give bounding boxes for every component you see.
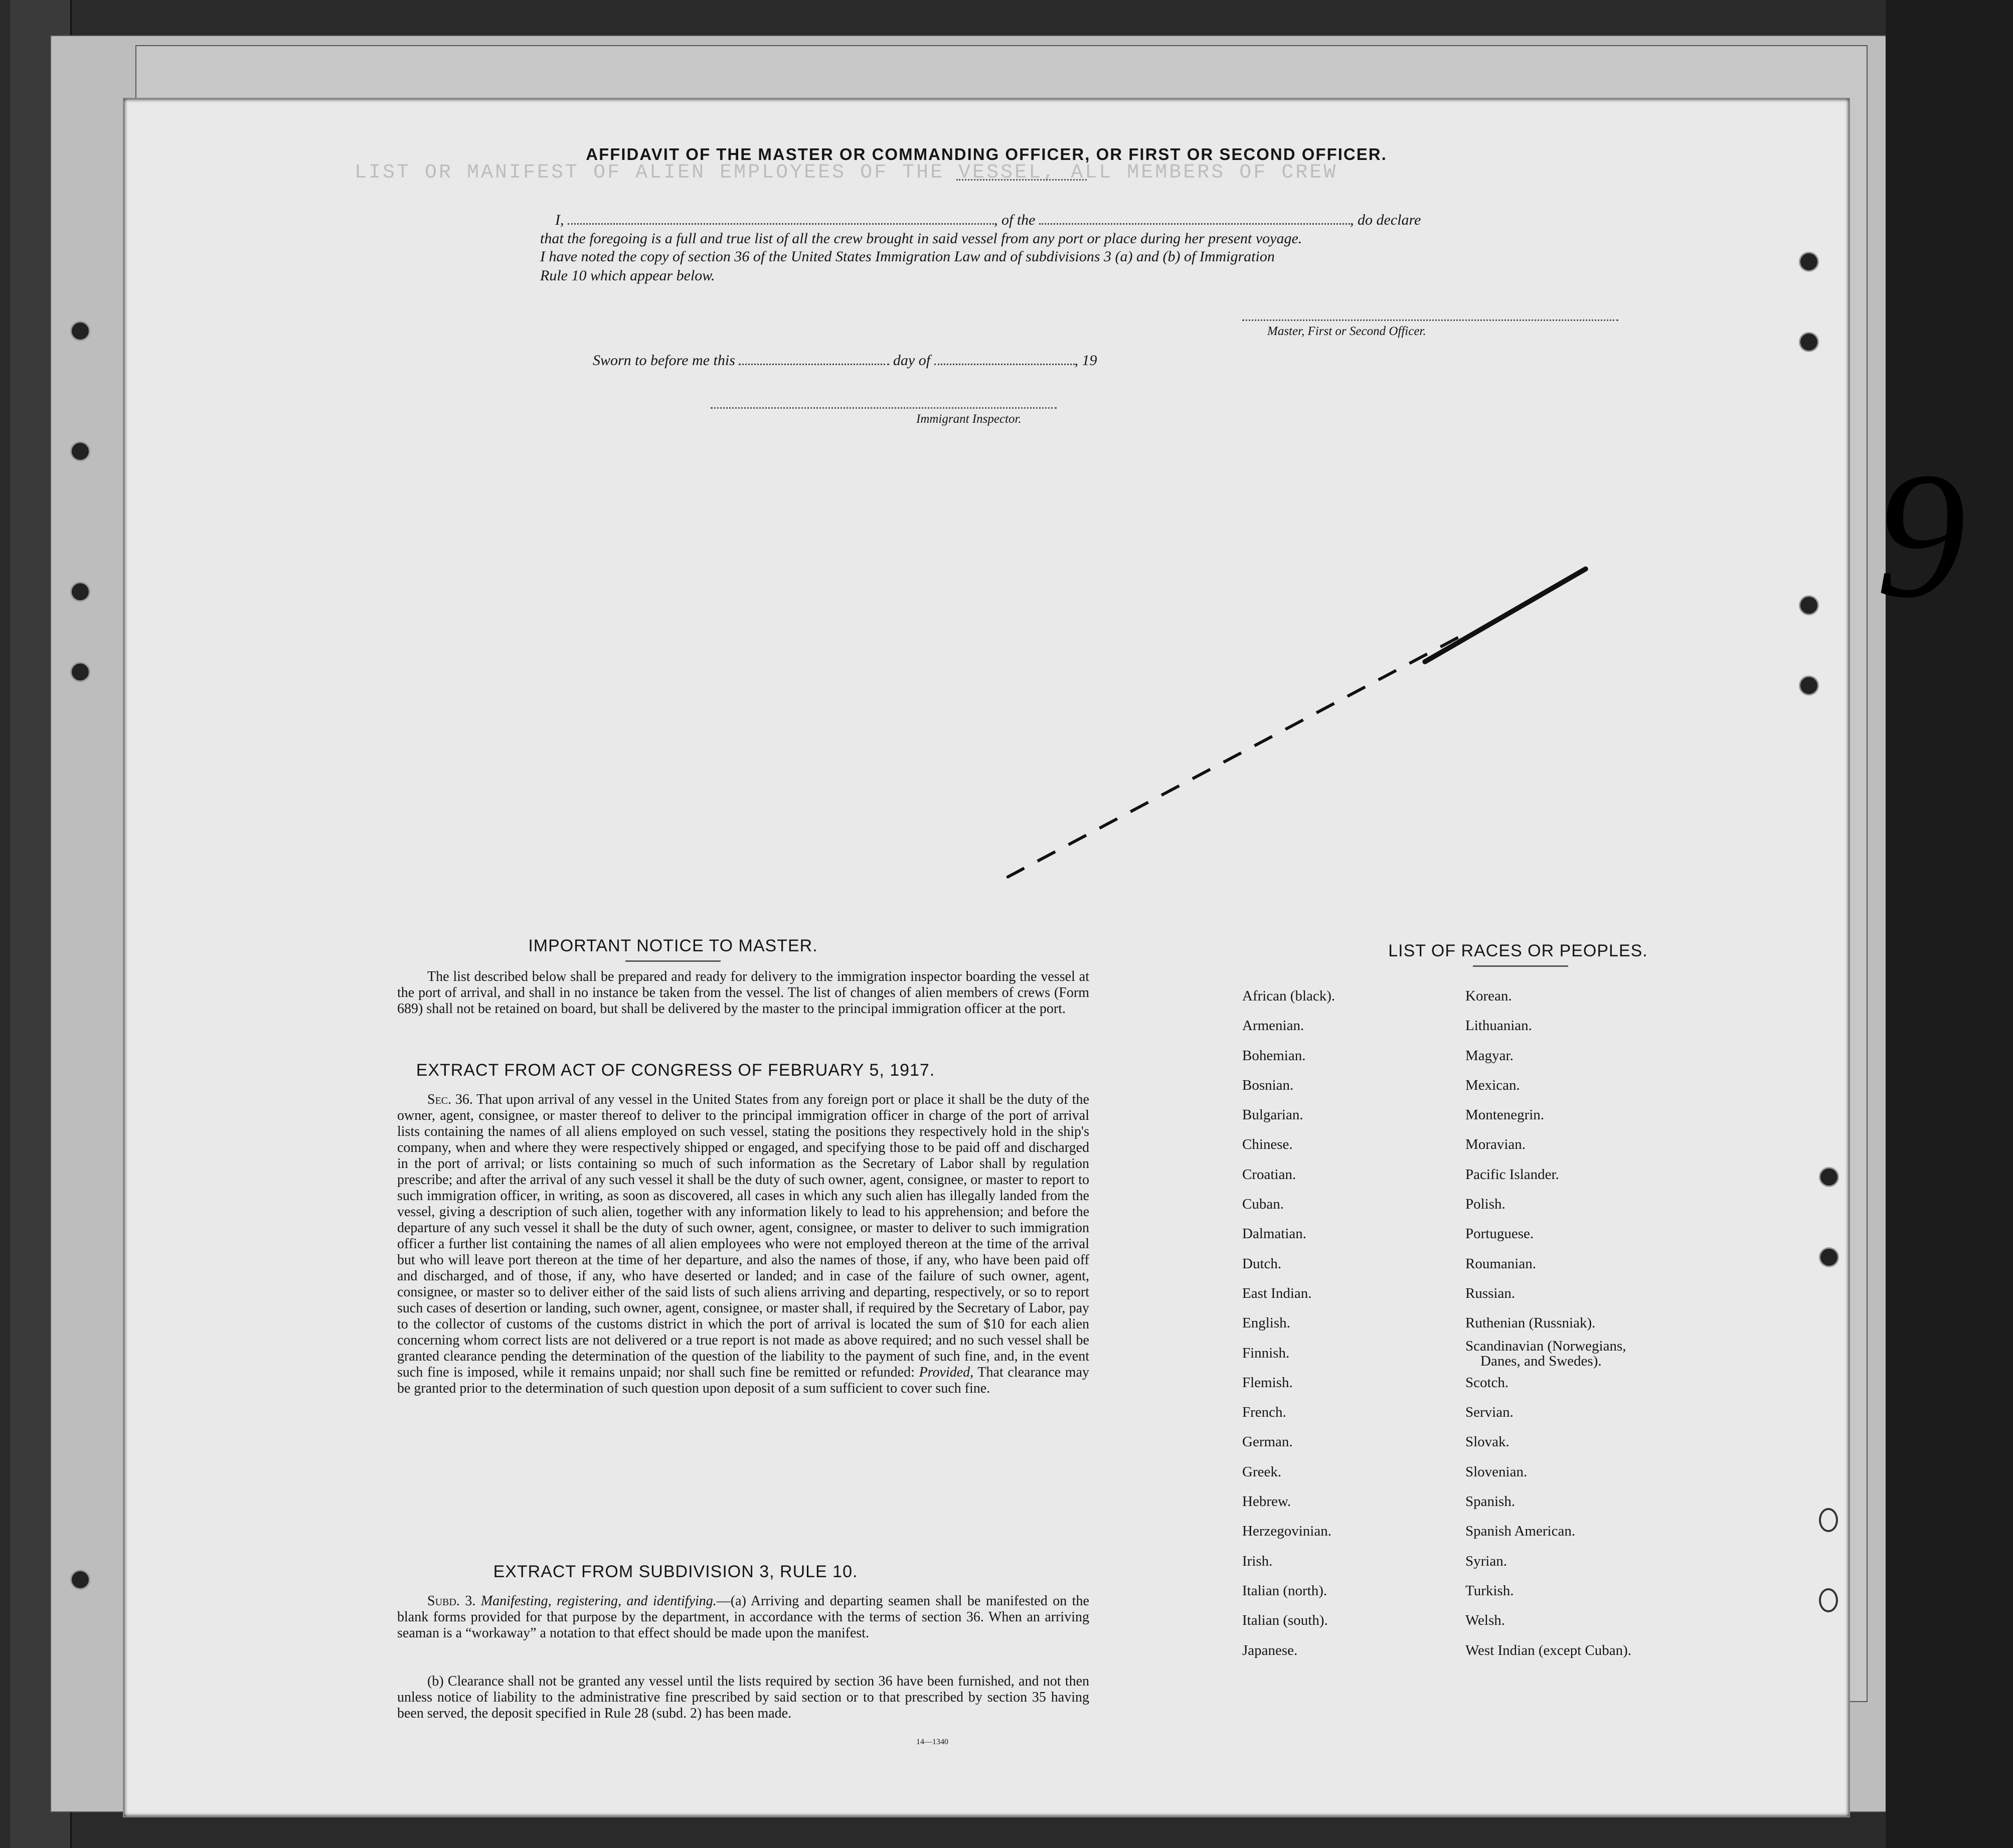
race-item: Greek. — [1242, 1463, 1282, 1480]
inspector-label: Immigrant Inspector. — [916, 412, 1022, 426]
inspector-signature-line — [711, 407, 1057, 409]
race-item: Dutch. — [1242, 1255, 1282, 1272]
punch-hole-icon — [1819, 1247, 1839, 1267]
sec-36-body: That upon arrival of any vessel in the United States from any foreign port or place it shall be the duty of the owner, agent, consignee, or master thereof to deliver to the principal immigration officer in charge of the port of arrival lists containing the names of all aliens employed on such vessel, stating the positions they respectively hold in the ship's company, when and where they were respectively shipped or engaged, and specifying those to be paid off and discharged in the port of arrival; or lists containing so much of such information as the Secretary of Labor shall by regulation prescribe; and after the arrival of any such vessel it shall be the duty of such owner, agent, consignee, or master to report to such immigration officer, in writing, as soon as discovered, all cases in which any such alien has illegally landed from the vessel, giving a description of such alien, together with any information likely to lead to his apprehension; and before the departure of any such vessel it shall be the duty of such owner, agent, consignee, or master to deliver to such immigration officer a further list containing the names of all alien employees who were not employed thereon at the time of the arrival but who will leave port thereon at the time of her departure, and also the names of those, if any, who have been paid off and discharged, and of those, if any, who have deserted or landed; and in case of the failure of such owner, agent, consignee, or master so to deliver either of the said lists of such aliens arriving and departing, respectively, or so to report such cases of desertion or landing, such owner, agent, consignee, or master shall, if required by the Secretary of Labor, pay to the collector of customs of the customs district in which the port of arrival is located the sum of $10 for each alien concerning whom correct lists are not delivered or a true report is not made as above required; and no such vessel shall be granted clearance pending the determination of the question of the liability to the payment of such fine, and, in the event such fine is imposed, while it remains unpaid; nor shall such fine be remitted or refunded: — [397, 1092, 1089, 1380]
master-signature-label: Master, First or Second Officer. — [1267, 324, 1426, 338]
race-item: French. — [1242, 1404, 1286, 1421]
race-item: Armenian. — [1242, 1018, 1304, 1034]
race-item: Welsh. — [1465, 1612, 1505, 1629]
race-item: Scotch. — [1465, 1374, 1509, 1391]
binder-hole-icon — [70, 321, 90, 341]
handwritten-number: 9 — [1876, 435, 1966, 635]
affidavit-line-4: Rule 10 which appear below. — [540, 267, 715, 284]
race-item: Bulgarian. — [1242, 1107, 1303, 1123]
i-label: I, — [555, 212, 564, 228]
race-item: Croatian. — [1242, 1166, 1296, 1183]
extract-rule-title: EXTRACT FROM SUBDIVISION 3, RULE 10. — [493, 1562, 858, 1581]
binder-hole-icon — [70, 441, 90, 461]
race-item: Italian (south). — [1242, 1612, 1328, 1629]
race-item: Dalmatian. — [1242, 1226, 1307, 1242]
race-item: East Indian. — [1242, 1285, 1312, 1301]
race-item: Russian. — [1465, 1285, 1516, 1301]
affidavit-title: AFFIDAVIT OF THE MASTER OR COMMANDING OFFICER, OR FIRST OR SECOND OFFICER. — [586, 145, 1387, 163]
month-blank — [934, 355, 1075, 365]
punch-hole-icon — [1799, 332, 1819, 352]
subd-3-a-text — [397, 1593, 1089, 1641]
sworn-label: Sworn to before me this — [593, 352, 735, 369]
race-item: Bohemian. — [1242, 1047, 1306, 1064]
race-item: Italian (north). — [1242, 1582, 1327, 1599]
race-item: Lithuanian. — [1465, 1018, 1532, 1034]
races-left-column — [1242, 981, 1335, 1665]
punch-hole-icon — [1819, 1508, 1838, 1532]
bleed-through-header: LIST OR MANIFEST OF ALIEN EMPLOYEES OF THE VESSEL, ALL MEMBERS OF CREW — [355, 161, 1338, 184]
race-item: Servian. — [1465, 1404, 1514, 1421]
punch-hole-icon — [1799, 252, 1819, 272]
notice-title: IMPORTANT NOTICE TO MASTER. — [528, 936, 818, 955]
subd-italic: Manifesting, registering, and identifying. — [480, 1593, 717, 1609]
race-item: Montenegrin. — [1465, 1107, 1545, 1123]
title-rule — [956, 179, 1087, 181]
sworn-line — [593, 352, 1097, 369]
sec-36-end: That clearance may be granted prior to the determination of such question upon deposit of a sum sufficient to cover such fine. — [397, 1365, 1090, 1396]
race-item: Herzegovinian. — [1242, 1523, 1331, 1540]
day-blank — [739, 355, 889, 365]
race-item: Roumanian. — [1465, 1255, 1536, 1272]
race-item: Syrian. — [1465, 1553, 1507, 1569]
race-item: Korean. — [1465, 988, 1512, 1004]
race-item: African (black). — [1242, 988, 1335, 1004]
section-36-text — [397, 1092, 1089, 1397]
race-item: Magyar. — [1465, 1047, 1514, 1064]
affidavit-line-2: that the foregoing is a full and true list of all the crew brought in said vessel from any port or place during her present voyage. — [540, 230, 1302, 247]
subd-label: Subd. 3. — [427, 1593, 476, 1609]
binder-hole-icon — [70, 582, 90, 602]
race-item: Spanish American. — [1465, 1523, 1576, 1540]
race-item: Pacific Islander. — [1465, 1166, 1559, 1183]
manifest-page — [123, 98, 1850, 1817]
punch-hole-icon — [1799, 676, 1819, 696]
race-item: Slovak. — [1465, 1434, 1509, 1450]
race-item: Irish. — [1242, 1553, 1273, 1569]
notice-text: The list described below shall be prepared and ready for delivery to the immigration inspector boarding the vessel at the port of arrival, and shall in no instance be taken from the vessel. The list of changes of alien members of crews (Form 689) shall not be retained on board, but shall be delivered by the master to the principal immigration officer at the port. — [397, 969, 1089, 1017]
race-item: Slovenian. — [1465, 1463, 1528, 1480]
race-item: Turkish. — [1465, 1582, 1514, 1599]
master-signature-line — [1242, 319, 1618, 321]
race-item: West Indian (except Cuban). — [1465, 1642, 1632, 1658]
race-item: Portuguese. — [1465, 1226, 1534, 1242]
race-item: Bosnian. — [1242, 1077, 1294, 1093]
races-rule — [1473, 965, 1568, 967]
binder-hole-icon — [70, 1570, 90, 1590]
race-item: Scandinavian (Norwegians, — [1465, 1337, 1626, 1354]
affidavit-line-1 — [555, 212, 1421, 229]
declare-label: , do declare — [1350, 212, 1421, 228]
affidavit-line-3: I have noted the copy of section 36 of the United States Immigration Law and of subdivisions 3 (a) and (b) of Immigration — [540, 248, 1275, 265]
race-item: Cuban. — [1242, 1196, 1284, 1213]
race-item: English. — [1242, 1315, 1290, 1331]
name-blank — [568, 214, 994, 225]
race-item: German. — [1242, 1434, 1293, 1450]
race-item: Flemish. — [1242, 1374, 1293, 1391]
ink-streak — [1006, 629, 1472, 879]
races-right-column — [1465, 981, 1631, 1665]
race-item: Finnish. — [1242, 1345, 1290, 1361]
of-the-label: , of the — [994, 212, 1036, 228]
race-item: Moravian. — [1465, 1136, 1526, 1153]
extract-act-title: EXTRACT FROM ACT OF CONGRESS OF FEBRUARY 5, 1917. — [416, 1061, 935, 1080]
year-label: , 19 — [1074, 352, 1097, 369]
notice-rule — [625, 960, 721, 962]
race-item: Hebrew. — [1242, 1493, 1291, 1510]
race-item-continuation: Danes, and Swedes). — [1480, 1353, 1602, 1369]
binder-hole-icon — [70, 662, 90, 682]
punch-hole-icon — [1819, 1167, 1839, 1187]
day-of-label: day of — [893, 352, 931, 369]
subd-a-body: —(a) Arriving and departing seamen shall be manifested on the blank forms provided for that purpose by the department, in accordance with the terms of section 36. When an arriving seaman is a “workaway” a notation to that effect should be made upon the manifest. — [397, 1593, 1089, 1641]
ink-streak — [1422, 566, 1589, 665]
races-title: LIST OF RACES OR PEOPLES. — [1388, 941, 1648, 960]
subd-3-b-text: (b) Clearance shall not be granted any vessel until the lists required by section 36 have been furnished, and not then unless notice of liability to the administrative fine prescribed by said section or to that prescribed by section 35 having been served, the deposit specified in Rule 28 (subd. 2) has been made. — [397, 1673, 1089, 1721]
race-item-scandinavian — [1465, 1338, 1631, 1368]
race-item: Chinese. — [1242, 1136, 1293, 1153]
race-item: Spanish. — [1465, 1493, 1516, 1510]
race-item: Polish. — [1465, 1196, 1505, 1213]
sec-label: Sec. 36. — [427, 1092, 473, 1107]
right-shadow — [1886, 0, 2013, 1848]
race-item: Mexican. — [1465, 1077, 1520, 1093]
race-item: Ruthenian (Russniak). — [1465, 1315, 1596, 1331]
race-item: Japanese. — [1242, 1642, 1298, 1658]
punch-hole-icon — [1799, 595, 1819, 615]
vessel-blank — [1039, 214, 1350, 225]
form-number: 14—1340 — [916, 1738, 948, 1746]
punch-hole-icon — [1819, 1588, 1838, 1612]
provided-label: Provided, — [919, 1365, 974, 1380]
